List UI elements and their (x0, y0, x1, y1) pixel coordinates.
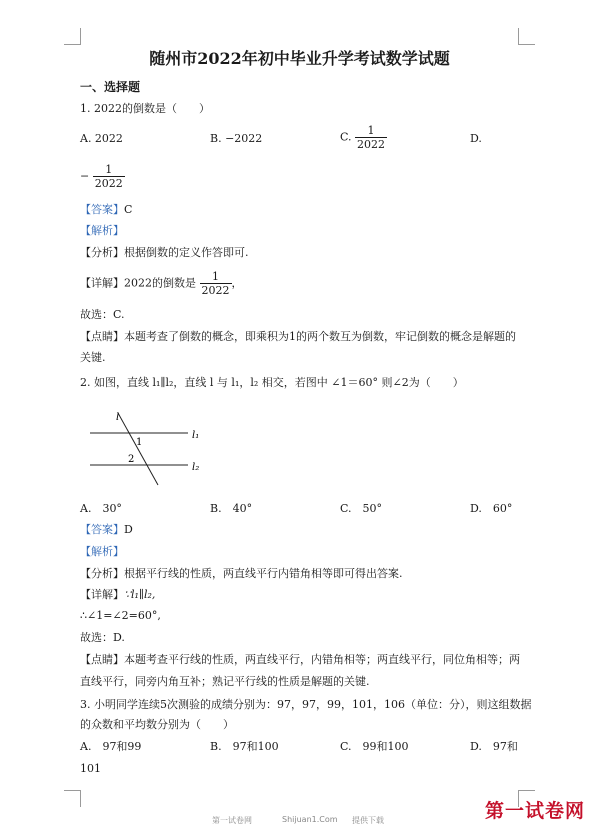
crop-mark-top-left (64, 28, 81, 45)
dianjing-text-1: 本题考查了倒数的概念，即乘积为1的两个数互为倒数，牢记倒数的概念是解题的 (124, 330, 516, 343)
section-heading: 一、选择题 (80, 80, 141, 94)
q1-option-b (210, 132, 262, 146)
q1-option-c (340, 124, 387, 151)
q1-option-c-fraction (355, 124, 387, 151)
fraction-numerator: 1 (367, 124, 375, 137)
crop-mark-top-right (518, 28, 535, 45)
answer-tag: 【答案】 (80, 203, 124, 216)
q3-stem-cont: 的众数和平均数分别为（ ） (80, 718, 234, 731)
q1-jiexi-tag: 【解析】 (80, 224, 124, 237)
fraction-numerator: 1 (212, 270, 219, 283)
q3-option-d: D. 97和 (470, 740, 518, 753)
page-title: 随州市2022年初中毕业升学考试数学试题 (149, 49, 450, 68)
xiangjie-text: 2022的倒数是 (124, 276, 196, 290)
crop-mark-bottom-left (64, 790, 81, 807)
angle-label-2: 2 (128, 454, 135, 465)
fraction-numerator: 1 (105, 163, 113, 176)
xiangjie-fraction (200, 270, 232, 297)
q1-option-b-value: −2022 (225, 132, 263, 145)
fraction-denominator: 2022 (201, 284, 230, 297)
q1-fenxi (80, 246, 249, 260)
q3-option-c: C. 99和100 (340, 740, 409, 753)
q1-guxuan: 故选：C. (80, 308, 125, 321)
q1-answer (80, 203, 132, 217)
fraction-denominator: 2022 (357, 138, 386, 151)
fraction-denominator: 2022 (94, 177, 123, 190)
q1-xiangjie (80, 270, 243, 297)
q2-dianjing-cont: 直线平行，同旁内角互补；熟记平行线的性质是解题的关键. (80, 675, 370, 688)
q3-stem: 3. 小明同学连续5次测验的成绩分别为：97，97，99，101，106（单位：分），则这组数据 (80, 698, 532, 711)
q1-option-d-fraction (93, 163, 125, 190)
fenxi-text: 根据平行线的性质，两直线平行内错角相等即可得出答案. (124, 567, 403, 580)
q1-option-d-sign: − (80, 169, 90, 183)
answer-value: C (124, 203, 133, 216)
q3-option-a: A. 97和99 (80, 740, 142, 753)
label-l1: l₁ (192, 430, 200, 441)
q2-fenxi (80, 567, 403, 581)
q1-option-a: A. 2022 (80, 132, 123, 145)
q2-therefore: ∴∠1=∠2=60°, (80, 609, 161, 622)
q1-option-d-prefix: D. (470, 132, 482, 145)
dianjing-tag: 【点睛】 (80, 653, 124, 666)
brand-logo: 第一试卷网 (485, 800, 586, 822)
q1-option-b-prefix: B. (210, 132, 222, 145)
fenxi-tag: 【分析】 (80, 567, 124, 580)
q3-option-b: B. 97和100 (210, 740, 279, 753)
footer-site-name: 第一试卷网 (212, 816, 252, 825)
q2-guxuan: 故选：D. (80, 631, 125, 644)
q2-answer (80, 523, 133, 537)
footer-download: 提供下载 (352, 816, 384, 825)
q3-option-d-cont: 101 (80, 762, 101, 775)
q1-dianjing-cont: 关键. (80, 351, 106, 364)
q2-xiangjie (80, 588, 155, 602)
label-l: l (116, 412, 120, 423)
parallel-lines-figure (80, 405, 220, 490)
xiangjie-tag: 【详解】 (80, 276, 124, 290)
dianjing-tag: 【点睛】 (80, 330, 124, 343)
xiangjie-text: ∵l₁∥l₂, (124, 588, 156, 601)
q2-option-b: B. 40° (210, 502, 253, 515)
q2-option-d: D. 60° (470, 502, 513, 515)
q1-option-c-prefix: C. (340, 130, 352, 144)
answer-tag: 【答案】 (80, 523, 124, 536)
q1-dianjing (80, 330, 516, 344)
angle-label-1: 1 (136, 437, 143, 448)
dianjing-text-1: 本题考查平行线的性质，两直线平行，内错角相等；两直线平行，同位角相等；两 (124, 653, 520, 666)
q1-stem: 1. 2022的倒数是（ ） (80, 102, 210, 115)
answer-value: D (124, 523, 133, 536)
label-l2: l₂ (192, 462, 200, 473)
q2-jiexi-tag: 【解析】 (80, 545, 124, 558)
fenxi-tag: 【分析】 (80, 246, 124, 259)
q2-option-c: C. 50° (340, 502, 383, 515)
xiangjie-punct: ， (231, 276, 243, 290)
q2-option-a: A. 30° (80, 502, 122, 515)
q2-stem: 2. 如图，直线 l₁∥l₂，直线 l 与 l₁，l₂ 相交，若图中 ∠1＝60° 则∠2为（ ） (80, 376, 464, 389)
line-l (118, 413, 158, 485)
q2-dianjing (80, 653, 520, 667)
xiangjie-tag: 【详解】 (80, 588, 124, 601)
fenxi-text: 根据倒数的定义作答即可. (124, 246, 249, 259)
q1-option-d (80, 163, 125, 190)
footer-domain: Shijuan1.Com (282, 815, 338, 824)
